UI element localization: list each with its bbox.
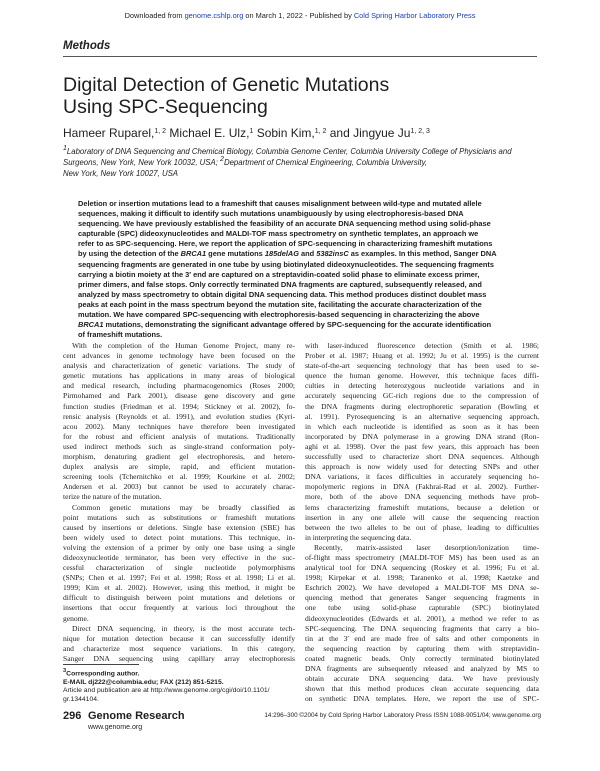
gene-name: BRCA1 (180, 249, 207, 259)
text-line: Common genetic mutations may be broadly classified as (72, 502, 295, 512)
mutation-name: 5382insC (316, 249, 349, 259)
text-line: in which each nucleotide is identified as soon as it has been (305, 421, 539, 431)
text-line: mopolymeric regions in DNA (Fakhrai-Rad et al. 2002). Further- (305, 482, 539, 492)
journal-url: www.genome.org (88, 724, 143, 731)
text-line: (SNPs; Chen et al. 1997; Fei et al. 1998; Ross et al. 1998; Li et al. (63, 573, 295, 583)
abstract-line: refer to as SPC-sequencing. Here, we report the application of SPC-sequencing in characterizing frameshift mutations (78, 239, 493, 249)
abstract-text: gene mutations (206, 249, 265, 259)
affil-text: Laboratory of DNA Sequencing and Chemical Biology, Columbia Genome Center, Columbia University College of Physicians and (66, 147, 512, 156)
text-line: with laser-induced fluorescence detection (Smith et al. 1986; (305, 341, 539, 350)
text-line: this approach is now widely used for detecting SNPs and other (305, 462, 539, 472)
abstract-line: carrying a biotin moiety at the 3′ end are captured on a streptavidin-coated solid phase to eliminate excess primer, (78, 269, 480, 279)
text-line: caused by insertions or deletions. Single base extension (SBE) has (63, 522, 295, 532)
text-line: screening tools (Tchernitchko et al. 1999; Kourkine et al. 2002; (63, 472, 295, 482)
text-line: Direct DNA sequencing, in theory, is the most accurate tech- (72, 623, 295, 633)
text-line: between the two alleles to be out of phase, leading to difficulties (305, 522, 539, 532)
abstract-text: mutations, demonstrating the significant advantage offered by SPC-sequencing for the accurate identification (103, 320, 492, 330)
text-line: the DNA fragments during electrophoretic separation (Bowling et (305, 401, 539, 411)
author-affil-sup: 1, 2, 3 (410, 128, 430, 135)
text-line: al. 1991). Pyrosequencing is an alternative sequencing approach, (305, 411, 539, 421)
affiliations (63, 146, 541, 179)
author-affil-sup: 1, 2 (314, 128, 327, 135)
text-line: used indirect methods such as single-strand conformation poly- (63, 441, 295, 451)
text-line: insertions that occur frequently at various loci throughout the (63, 603, 295, 613)
text-line: SPC-sequencing. The DNA sequencing fragments that carry a bio- (305, 623, 539, 633)
text-line: quencing method that generates Sanger sequencing fragments in (305, 593, 539, 603)
text-line: acou 2002). Many techniques have therefore been investigated (63, 421, 295, 431)
author-name: Hameer Ruparel, (63, 126, 155, 140)
text-line: DNA fragments are subsequently released and analyzed by MS to (305, 664, 539, 673)
abstract-text: as examples. In this method, Sanger DNA (348, 249, 497, 259)
abstract (78, 199, 528, 340)
journal-name: Genome Research (88, 710, 185, 722)
text-line: culties in detecting heterozygous nucleotide variations and in (305, 381, 539, 391)
text-line: quence the human genome. However, this technique faces diffi- (305, 371, 539, 381)
title-line: Using SPC-Sequencing (63, 96, 268, 118)
text-line: shown that this method produces clean accurate sequencing data (305, 684, 539, 694)
text-line: analytical tool for DNA sequencing (Roskey et al. 1996; Fu et al. (305, 563, 539, 573)
text-line: dideoxynucleotide terminator, has been very effective in the suc- (63, 552, 295, 562)
abstract-text: and (298, 249, 317, 259)
author-name: and Jingyue Ju (329, 126, 411, 140)
paragraph (305, 341, 539, 543)
text-line: and medical research, including pharmacogenomics (Roses 2000; (63, 381, 295, 391)
text-line: been widely used to detect point mutations. This technique, in- (63, 532, 295, 542)
citation-line: 14:296–300 ©2004 by Cold Spring Harbor Laboratory Press ISSN 1088-9051/04; www.genome.org (264, 712, 541, 719)
text-line: terize the nature of the mutation. (63, 492, 162, 502)
text-line: lems characterizing frameshift mutations, because a deletion or (305, 502, 539, 512)
abstract-line (78, 249, 528, 259)
footnote-rule (63, 664, 139, 665)
text-line: cessful characterization of single nucleotide polymorphisms (63, 563, 295, 573)
text-line: insertion in any one allele will cause the sequencing reaction (305, 512, 539, 522)
author-affil-sup: 1 (249, 128, 254, 135)
affil-sup: 1 (63, 145, 67, 152)
text-line: coated magnetic beads. Only correctly terminated biotinylated (305, 653, 539, 663)
text-line: incorporated by DNA polymerase in a growing DNA strand (Ron- (305, 431, 539, 441)
text-line: on synthetic DNA templates. Here, we report the use of SPC- (305, 694, 539, 704)
text-line: for the robust and efficient analysis of mutations. Traditionally (63, 431, 295, 441)
page-footer (63, 710, 541, 740)
abstract-line: peaks at each point in the mass spectrum beyond the mutation site, facilitating the accurate characterization of the (78, 299, 482, 309)
author-affil-sup: 1, 2 (154, 128, 167, 135)
download-middle: on March 1, 2022 - Published by (243, 11, 354, 20)
text-line: one tube using solid-phase capturable (SPC) biotinylated (305, 603, 539, 613)
text-line: Recently, matrix-assisted laser desorption/ionization time- (314, 542, 539, 552)
text-line: Eschrich 2002). We have developed a MALDI-TOF MS DNA se- (305, 583, 539, 593)
text-line: dideoxynucleotides (Edwards et al. 2001), a method we refer to as (305, 613, 539, 623)
text-line: state-of-the-art sequencing technology that has been used to se- (305, 361, 539, 371)
affil-line (63, 146, 541, 157)
text-line: accurately sequencing GC-rich regions due to the compression of (305, 391, 539, 401)
download-notice (0, 11, 600, 20)
paragraph (63, 503, 295, 624)
left-column (63, 341, 295, 664)
abstract-line: sequences, making it difficult to identify such mutations unambiguously by using electrophoresis-based DNA (78, 209, 464, 219)
text-line: function studies (Friedman et al. 1994; Stickney et al. 2002), fo- (63, 401, 295, 411)
text-line: Sanger DNA sequencing using capillary array electrophoresis (63, 653, 295, 663)
gene-name: BRCA1 (78, 320, 104, 330)
text-line: of-flight mass spectrometry (MALDI-TOF MS) has been used as an (305, 552, 539, 562)
article-title (63, 74, 543, 118)
paragraph (305, 543, 539, 705)
affil-sup: 2 (220, 156, 224, 163)
author-name: Michael E. Ulz, (169, 126, 250, 140)
footnote-line (63, 667, 299, 679)
text-line: genetic mutations has applications in many areas of biological (63, 371, 295, 381)
section-label: Methods (63, 40, 111, 52)
mutation-name: 185delAG (264, 249, 299, 259)
affil-text: Department of Chemical Engineering, Columbia University, (223, 158, 428, 167)
text-line: duplex analysis are simple, rapid, and efficient mutation- (63, 462, 295, 472)
author-list (63, 126, 543, 140)
text-line: volving the extension of a primer by only one base using a single (63, 542, 295, 552)
text-line: point mutations such as substitutions or frameshift mutations (63, 512, 295, 522)
footnote-text: Corresponding author. (66, 670, 140, 678)
text-line: 1999; Kim et al. 2002). However, using this method, it might be (63, 583, 295, 593)
text-line: With the completion of the Human Genome Project, many re- (72, 341, 295, 350)
site-link[interactable]: genome.cshlp.org (184, 11, 244, 20)
text-line: genome. (63, 613, 89, 623)
text-line: aghi et al. 1998). Over the past few years, this approach has been (305, 441, 539, 451)
page-number: 296 (63, 710, 82, 722)
text-line: successfully used to characterize short DNA sequences. Although (305, 452, 539, 462)
affil-line: New York, New York 10027, USA (63, 169, 178, 178)
abstract-line (78, 320, 528, 330)
abstract-line: sequencing. We have previously established the feasibility of an accurate DNA sequencing method using solid-phase (78, 219, 491, 229)
abstract-line: primer dimers, and false stops. Only correctly terminated DNA fragments are captured, subsequently released, and (78, 279, 482, 289)
abstract-text: by using the detection of the (78, 249, 181, 259)
text-line: more, both of the above DNA sequencing methods have prob- (305, 492, 539, 502)
text-line: cent advances in genome technology have been focused on the (63, 351, 295, 361)
text-line: nique for mutation detection because it can successfully identify (63, 633, 295, 643)
right-column (305, 341, 539, 704)
author-name: Sobin Kim, (256, 126, 315, 140)
abstract-line: sequencing fragments are generated in one tube by using biotinylated dideoxynucleotides. The sequencing fragments (78, 259, 495, 269)
paragraph (63, 341, 295, 503)
footnote-line: gr.1344104. (63, 696, 99, 704)
text-line: in interpreting the sequencing data. (305, 532, 412, 542)
footnote (63, 667, 299, 705)
affil-line (63, 157, 541, 168)
footnote-line: E-MAIL dj222@columbia.edu; FAX (212) 851-5215. (63, 678, 224, 686)
text-line: rensic analysis (Reynolds et al. 1991), and evolution studies (Kyri- (63, 411, 295, 421)
text-line: Pirmohamed and Park 2001), disease gene discovery and gene (63, 391, 295, 401)
text-line: Andersen et al. 2003) but cannot be used to accurately charac- (63, 482, 295, 492)
download-prefix: Downloaded from (124, 11, 185, 20)
text-line: difficult to distinguish between point mutations and deletions or (63, 593, 295, 603)
abstract-line: Deletion or insertion mutations lead to a frameshift that causes misalignment between wild-type and mutated allele (78, 199, 482, 208)
text-line: the sequencing reaction by capturing them with streptavidin- (305, 643, 539, 653)
text-line: analysis and characterization of genetic variations. The study of (63, 361, 295, 371)
text-line: 1998; Kirpekar et al. 1998; Taranenko et al. 1998; Kaetzke and (305, 573, 539, 583)
abstract-line: of frameshift mutations. (78, 330, 163, 340)
footnote-sup: 3 (63, 668, 67, 674)
abstract-line: analyzed by mass spectrometry to obtain digital DNA sequencing data. This method produces distinct doublet mass (78, 289, 487, 299)
text-line: and characterize most sequence variations. In this category, (63, 643, 295, 653)
paragraph (63, 624, 295, 664)
text-line: obtain accurate DNA sequencing data. We have previously (305, 674, 539, 684)
text-line: morphism, denaturing gradient gel electrophoresis, and hetero- (63, 452, 295, 462)
text-line: Prober et al. 1987; Huang et al. 1992; Ju et al. 1995) is the current (305, 351, 539, 361)
text-line: tin at the 3′ end are made free of salts and other components in (305, 633, 539, 643)
affil-text: Surgeons, New York, New York 10032, USA; (63, 158, 221, 167)
publisher-link[interactable]: Cold Spring Harbor Laboratory Press (353, 11, 476, 20)
title-line: Digital Detection of Genetic Mutations (63, 74, 390, 96)
abstract-line: capturable (SPC) dideoxynucleotides and MALDI-TOF mass spectrometry on synthetic templates, an approach we (78, 229, 479, 239)
text-line: DNA variations, it faces difficulties in accurately sequencing ho- (305, 472, 539, 482)
header-rule (63, 56, 537, 57)
abstract-line: mutation. We have compared SPC-sequencing with electrophoresis-based sequencing in characterizing the above (78, 310, 480, 320)
footnote-line: Article and publication are at http://www.genome.org/cgi/doi/10.1101/ (63, 687, 270, 695)
